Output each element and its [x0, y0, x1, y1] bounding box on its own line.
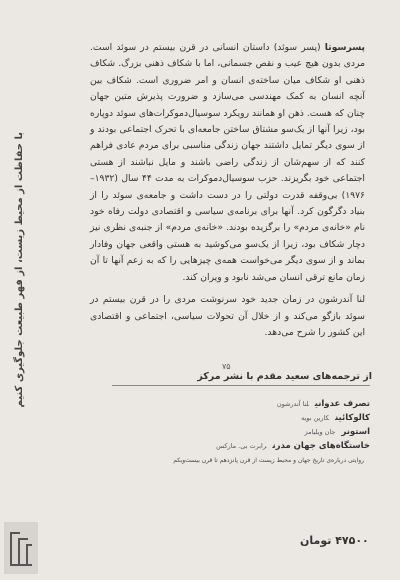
synopsis-paragraph-1: پسرسوتا (پسر سوئد) داستان انسانی در قرن بیستم در سوئد است. مردی بدون هیچ عیب و نقص جسمانی، اما با شکاف ذهنی بزرگ. شکاف ذهنی او شکاف میان ساخته‌ی انسان و امر ضروری است. شکاف بین آنچه انسان به کمک مهندسی می‌سازد و ضرورت پذیرش متین جهان چنان که هست. ذهن او همانند رویکرد سوسیال‌دموکرات‌های سوئد دوپاره بود، زیرا آنها از یک‌سو مشتاق ساختن جامعه‌ای با تحرک اجتماعی بودند و از سوی دیگر تمایل داشتند جهان زندگی مناسبی برای مردم عادی فراهم کنند که از سهم‌شان از زندگی راضی باشند و مایل نباشند از هستی اجتماعی خود بگریزند. حزب سوسیال‌دموکرات به مدت ۴۴ سال (۱۹۳۲–۱۹۷۶) بی‌وقفه قدرت دولتی را در دست داشت و جامعه‌ی سوئد را از بنیاد دگرگون کرد. آنها برای برنامه‌ی سیاسی و اقتصادی دولت رفاه خود نام «خانه‌ی مردم» را برگزیده بودند. «خانه‌ی مردم» از جنبه‌ی نظری نیز دچار شکاف بود، زیرا از یک‌سو می‌کوشید به هستی واقعی جهان وفادار بماند و از سوی دیگر می‌خواست همه‌ی چیزهایی را که به زعم آنها تا آن زمان مانع ترقی انسان می‌شد نابود و ویران کند. — [90, 42, 366, 283]
credit-item: خاستگاه‌های جهان مدرنرابرت بی. مارکس — [216, 441, 370, 451]
credits-divider — [112, 385, 370, 386]
logo-bar-3 — [26, 544, 32, 566]
credit-item-subtitle: روایتی درباره‌ی تاریخ جهان و محیط زیست از قرن پانزدهم تا قرن بیست‌ویکم — [173, 457, 364, 464]
publisher-logo — [4, 522, 38, 574]
credit-item: کالوکائینکارین بویه — [301, 413, 370, 423]
credit-item: تصرف عدوانیلنا آندرشون — [276, 399, 370, 409]
credit-item: استونرجان ویلیامز — [304, 427, 370, 437]
side-tagline: با حفاظت از محیط زیست، از فهر طبیعت جلوگیری کنیم — [13, 132, 25, 408]
price-label: ۴۷۵۰۰ تومان — [300, 534, 369, 547]
synopsis-paragraph-2: لنا آندرشون در زمان جدید خود سرنوشت مردی را در قرن بیستم در سوئد بازگو می‌کند و از خلال آن تحولات سیاسی، اجتماعی و اقتصادی این کشور را شرح می‌دهد. — [90, 294, 365, 338]
credits-heading: از ترجمه‌های سعید مقدم با نشر مرکز — [197, 371, 372, 382]
book-title-lead: پسرسوتا — [324, 42, 366, 53]
synopsis — [90, 40, 365, 347]
page-number: ۷۵ — [222, 362, 231, 371]
